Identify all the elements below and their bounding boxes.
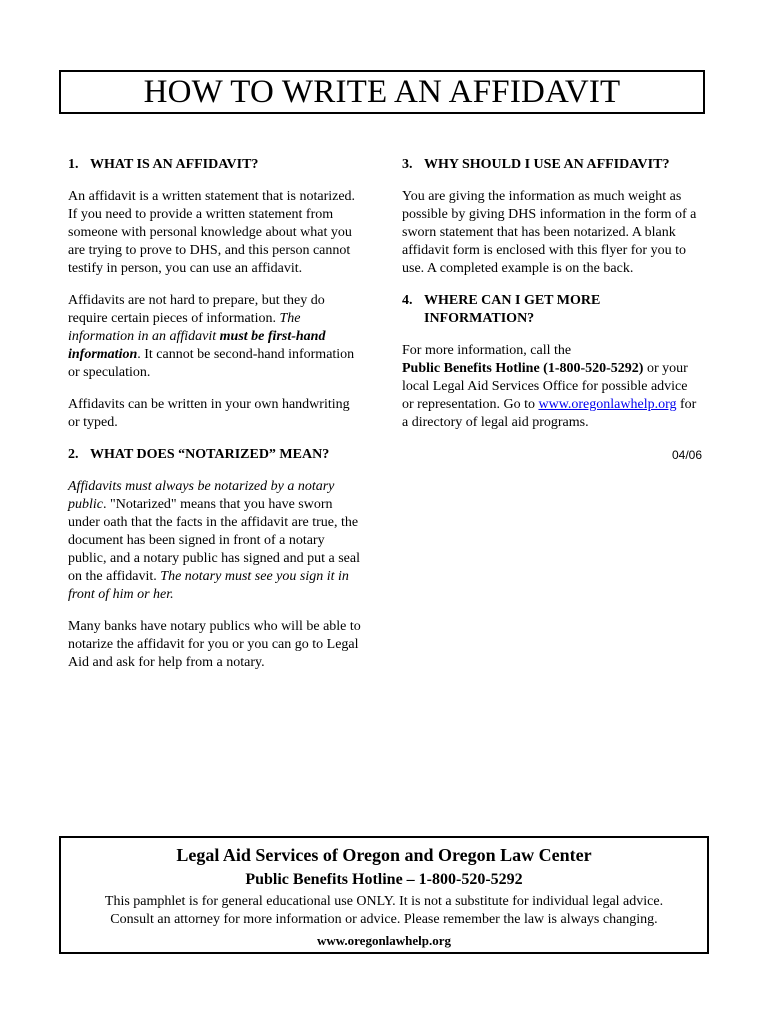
- italic-text: The notary must see you sign it in front of him or her.: [68, 569, 349, 602]
- section-title: WHAT IS AN AFFIDAVIT?: [90, 157, 259, 172]
- right-column: [402, 156, 702, 464]
- section-title: WHY SHOULD I USE AN AFFIDAVIT?: [424, 157, 670, 172]
- section-heading-why-use: [402, 156, 702, 174]
- paragraph: [68, 292, 363, 382]
- paragraph: [402, 342, 702, 432]
- hotline-text: Public Benefits Hotline (1-800-520-5292): [402, 361, 644, 376]
- section-heading-more-info: [402, 292, 702, 328]
- text-run: Affidavits are not hard to prepare, but they do require certain pieces of information.: [68, 293, 325, 326]
- text-run: for a directory of legal aid programs.: [402, 397, 697, 430]
- title-box: [59, 70, 705, 114]
- text-run: . "Notarized" means that you have sworn under oath that the facts in the affidavit are true, the document has been signed in front of a notary public, and a notary public has signed and put a seal on the affidavit.: [68, 497, 360, 584]
- section-title: WHERE CAN I GET MORE INFORMATION?: [424, 293, 601, 326]
- section-heading-what-is: [68, 156, 363, 174]
- italic-text: Affidavits must always be notarized by a notary public: [68, 479, 335, 512]
- disclaimer-line: This pamphlet is for general educational use ONLY. It is not a substitute for individual legal advice.: [104, 894, 664, 909]
- text-run: . It cannot be second-hand information or speculation.: [68, 347, 355, 380]
- website-link[interactable]: www.oregonlawhelp.org: [538, 397, 677, 412]
- italic-text: The information in an affidavit: [68, 311, 301, 344]
- paragraph: [68, 478, 363, 604]
- paragraph: An affidavit is a written statement that is notarized. If you need to provide a written statement from someone with personal knowledge about what you are trying to prove to DHS, and this person cannot testify in person, you can use an affidavit.: [68, 189, 356, 276]
- footer-organization: Legal Aid Services of Oregon and Oregon Law Center: [176, 845, 592, 865]
- footer-disclaimer: [61, 893, 707, 929]
- section-number: 1.: [68, 157, 79, 172]
- text-run: For more information, call the: [402, 343, 572, 358]
- section-number: 2.: [68, 447, 79, 462]
- footer-hotline: Public Benefits Hotline – 1-800-520-5292: [245, 871, 523, 888]
- section-title: WHAT DOES “NOTARIZED” MEAN?: [90, 447, 330, 462]
- text-run: or your local Legal Aid Services Office for possible advice or representation. Go to: [402, 361, 688, 412]
- page-title: HOW TO WRITE AN AFFIDAVIT: [143, 73, 621, 110]
- revision-date: 04/06: [671, 448, 702, 462]
- left-column: [68, 156, 363, 686]
- footer-url: www.oregonlawhelp.org: [316, 933, 452, 948]
- paragraph: Affidavits can be written in your own handwriting or typed.: [68, 397, 350, 430]
- section-number: 4.: [402, 293, 413, 308]
- section-number: 3.: [402, 157, 413, 172]
- disclaimer-line: Consult an attorney for more information or advice. Please remember the law is always changing.: [110, 912, 658, 927]
- bold-italic-text: must be first-hand information: [68, 329, 326, 362]
- section-heading-notarized: [68, 446, 363, 464]
- paragraph: You are giving the information as much weight as possible by giving DHS information in the form of a sworn statement that has been notarized. A blank affidavit form is enclosed with this flyer for you to use. A completed example is on the back.: [402, 189, 697, 276]
- footer-box: [59, 836, 709, 954]
- paragraph: Many banks have notary publics who will be able to notarize the affidavit for you or you can go to Legal Aid and ask for help from a notary.: [68, 619, 361, 670]
